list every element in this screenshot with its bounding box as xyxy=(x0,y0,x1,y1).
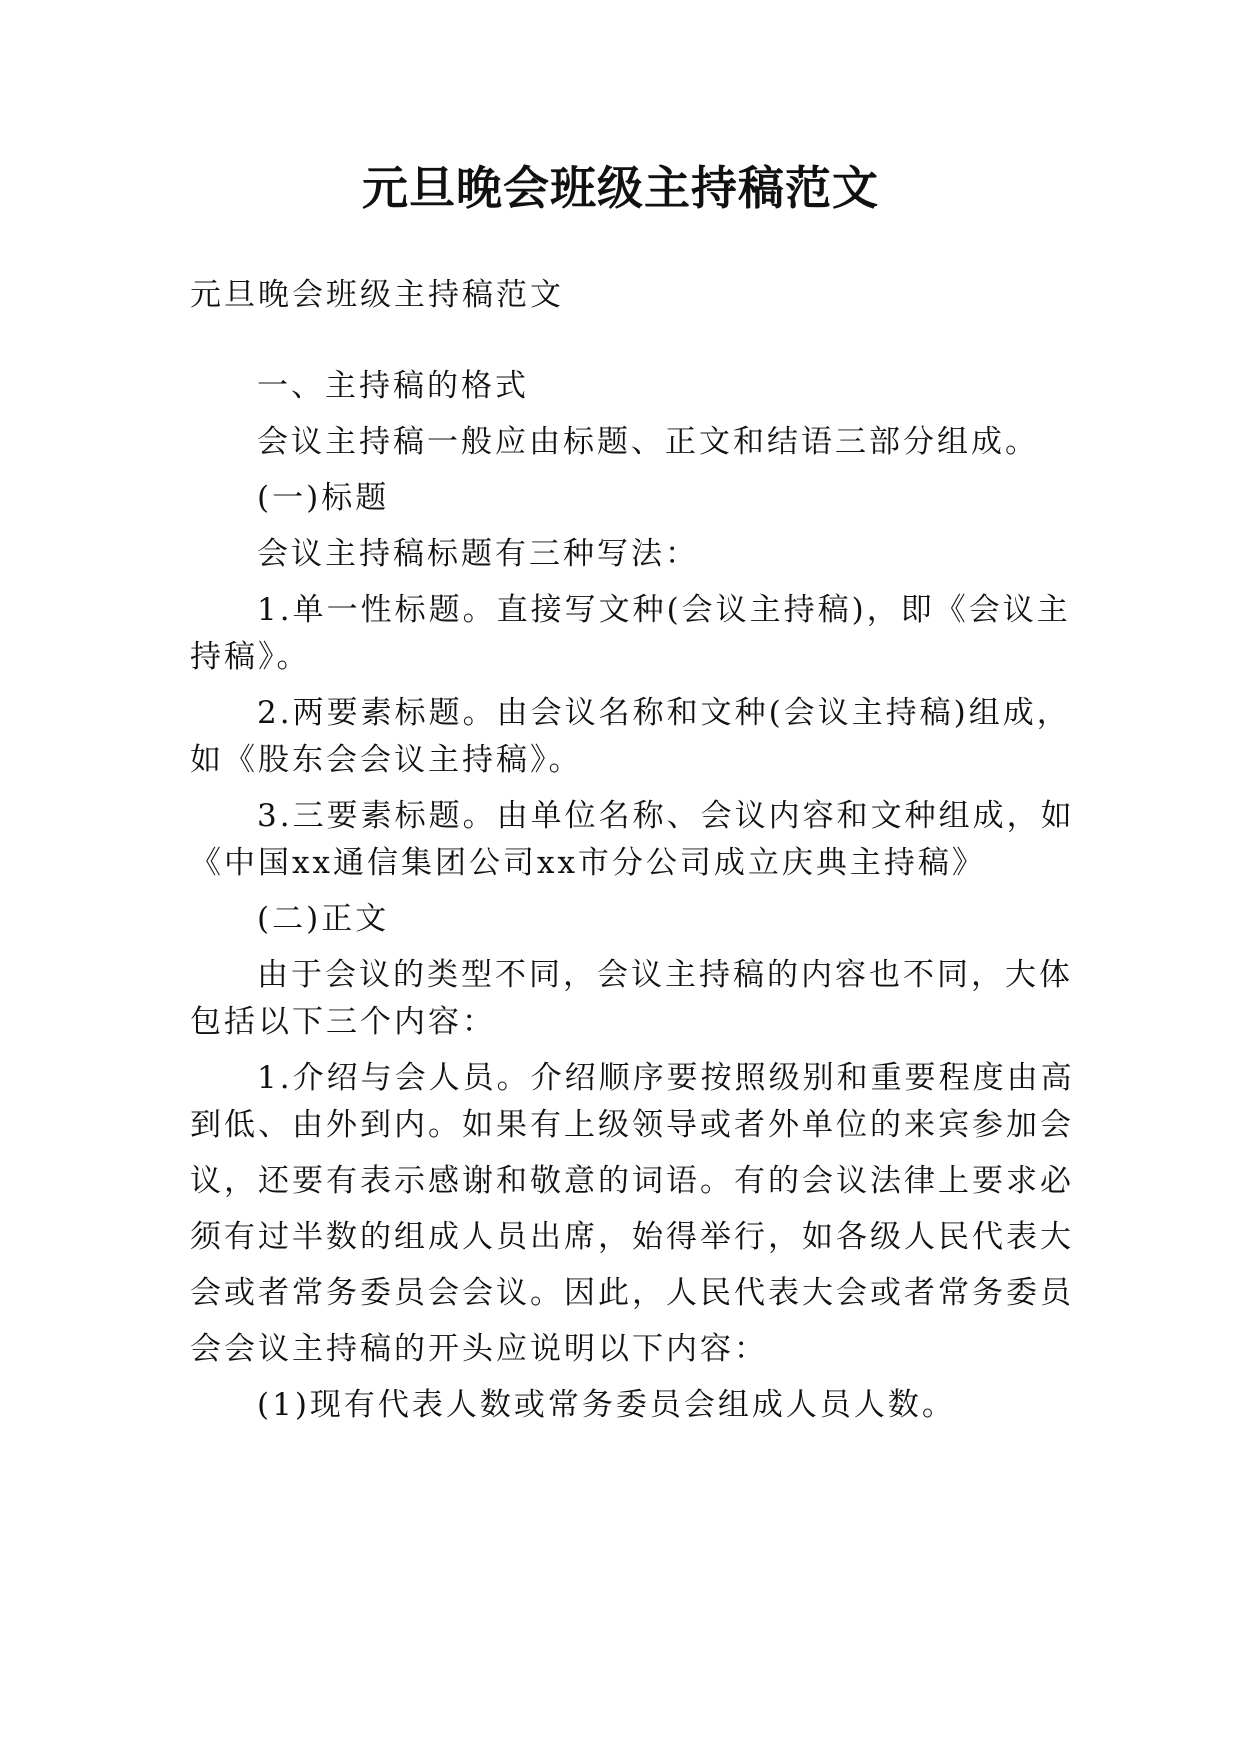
paragraph-line: 包括以下三个内容： xyxy=(190,1004,496,1040)
paragraph-line: 会议主持稿一般应由标题、正文和结语三部分组成。 xyxy=(257,424,1039,460)
paragraph-line: (1)现有代表人数或常务委员会组成人员人数。 xyxy=(257,1387,956,1423)
document-subtitle: 元旦晚会班级主持稿范文 xyxy=(190,277,564,313)
paragraph-line: 2.两要素标题。由会议名称和文种(会议主持稿)组成， xyxy=(257,695,1071,731)
document-title: 元旦晚会班级主持稿范文 xyxy=(362,161,879,215)
paragraph-line: 如《股东会会议主持稿》。 xyxy=(190,742,583,778)
paragraph-line: 《中国xx通信集团公司xx市分公司成立庆典主持稿》 xyxy=(190,845,986,881)
paragraph-line: 会会议主持稿的开头应说明以下内容： xyxy=(190,1331,768,1367)
paragraph-line: 持稿》。 xyxy=(190,639,311,675)
paragraph-line: 由于会议的类型不同，会议主持稿的内容也不同，大体 xyxy=(257,957,1073,993)
paragraph-line: 会议主持稿标题有三种写法： xyxy=(257,536,699,572)
paragraph-line: 到低、由外到内。如果有上级领导或者外单位的来宾参加会 xyxy=(190,1107,1074,1143)
section-heading-format: 一、主持稿的格式 xyxy=(257,368,529,404)
paragraph-line: 3.三要素标题。由单位名称、会议内容和文种组成，如 xyxy=(257,798,1075,834)
paragraph-line: 会或者常务委员会会议。因此，人民代表大会或者常务委员 xyxy=(190,1275,1074,1311)
paragraph-line: 1.单一性标题。直接写文种(会议主持稿)，即《会议主 xyxy=(257,592,1071,628)
subsection-heading-title: (一)标题 xyxy=(257,480,390,516)
paragraph-line: 议，还要有表示感谢和敬意的词语。有的会议法律上要求必 xyxy=(190,1163,1074,1199)
subsection-heading-body: (二)正文 xyxy=(257,901,390,937)
paragraph-line: 须有过半数的组成人员出席，始得举行，如各级人民代表大 xyxy=(190,1219,1074,1255)
paragraph-line: 1.介绍与会人员。介绍顺序要按照级别和重要程度由高 xyxy=(257,1060,1075,1096)
